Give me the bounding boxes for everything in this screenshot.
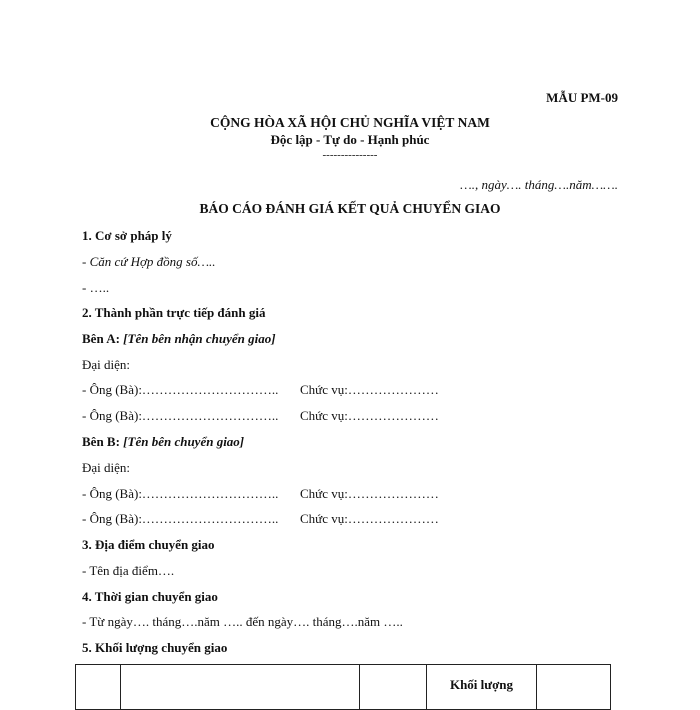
party-a-position-2: Chức vụ:………………… <box>300 408 439 423</box>
party-b-position-2: Chức vụ:………………… <box>300 511 439 526</box>
form-code: MẪU PM-09 <box>546 90 618 105</box>
party-b-person-1: - Ông (Bà):………………………….. <box>82 486 279 501</box>
party-a <box>82 331 276 347</box>
section-4-heading: 4. Thời gian chuyển giao <box>82 589 218 604</box>
section-5-heading: 5. Khối lượng chuyển giao <box>82 640 228 655</box>
party-a-position-1: Chức vụ:………………… <box>300 382 439 397</box>
table-header-row <box>76 665 611 710</box>
party-b <box>82 434 244 450</box>
section-3-heading: 3. Địa điểm chuyển giao <box>82 537 215 552</box>
party-a-person-2: - Ông (Bà):………………………….. <box>82 408 279 423</box>
national-motto: Độc lập - Tự do - Hạnh phúc <box>270 132 430 147</box>
party-a-label: Bên A: <box>82 331 120 346</box>
date-line: …., ngày…. tháng….năm……. <box>460 177 618 192</box>
table-header-cell: Khối lượng <box>427 665 537 710</box>
volume-table <box>75 664 611 710</box>
party-a-person-1: - Ông (Bà):………………………….. <box>82 382 279 397</box>
time-line: - Từ ngày…. tháng….năm ….. đến ngày…. tháng….năm ….. <box>82 614 403 629</box>
table-header-cell <box>121 665 360 710</box>
legal-basis-line: - Căn cứ Hợp đồng số….. <box>82 254 216 269</box>
header-divider: --------------- <box>322 149 378 161</box>
table-header-cell <box>76 665 121 710</box>
party-b-representative: Đại diện: <box>82 460 131 475</box>
report-title: BÁO CÁO ĐÁNH GIÁ KẾT QUẢ CHUYỂN GIAO <box>199 201 501 216</box>
section-2-heading: 2. Thành phần trực tiếp đánh giá <box>82 305 266 320</box>
party-a-placeholder: [Tên bên nhận chuyển giao] <box>123 331 276 346</box>
country-name: CỘNG HÒA XÃ HỘI CHỦ NGHĨA VIỆT NAM <box>210 115 490 130</box>
party-b-placeholder: [Tên bên chuyển giao] <box>123 434 245 449</box>
legal-basis-more: - ….. <box>82 280 110 295</box>
party-b-label: Bên B: <box>82 434 120 449</box>
section-1-heading: 1. Cơ sở pháp lý <box>82 228 172 243</box>
table-header-cell <box>360 665 427 710</box>
party-a-representative: Đại diện: <box>82 357 131 372</box>
party-b-position-1: Chức vụ:………………… <box>300 486 439 501</box>
party-b-person-2: - Ông (Bà):………………………….. <box>82 511 279 526</box>
location-line: - Tên địa điểm…. <box>82 563 175 578</box>
table-header-cell <box>537 665 611 710</box>
